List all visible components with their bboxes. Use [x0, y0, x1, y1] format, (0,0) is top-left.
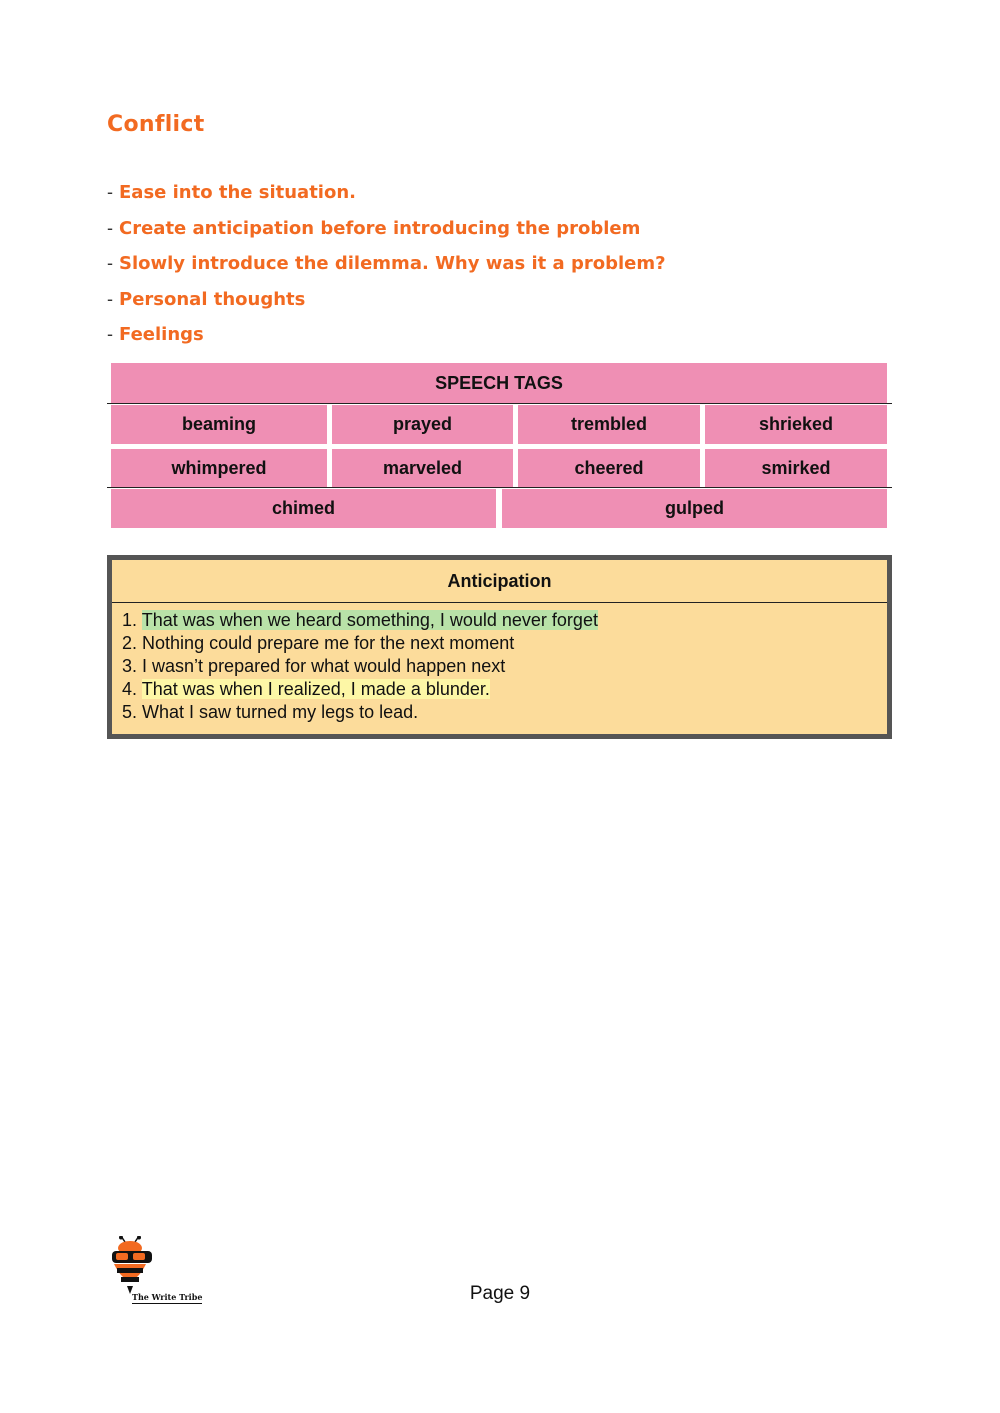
speech-tag-cell: gulped [502, 489, 887, 528]
bullet-item: - Slowly introduce the dilemma. Why was it a problem? [107, 253, 666, 274]
bullet-item: - Personal thoughts [107, 288, 306, 310]
bullet-item: - Create anticipation before introducing the problem [107, 217, 641, 239]
bullet-item: - Feelings [107, 324, 204, 345]
page-heading: Conflict [107, 112, 205, 137]
list-item: 3. I wasn’t prepared for what would happen next [122, 656, 506, 676]
anticipation-title: Anticipation [112, 560, 887, 603]
list-item: 4. That was when I realized, I made a blunder. [122, 679, 490, 699]
anticipation-list [112, 603, 887, 724]
list-item: 2. Nothing could prepare me for the next moment [122, 633, 515, 653]
speech-tag-cell: prayed [332, 405, 513, 444]
speech-tag-cell: shrieked [705, 405, 887, 444]
list-item: 5. What I saw turned my legs to lead. [122, 702, 419, 722]
page-number: Page 9 [469, 1283, 531, 1304]
divider [107, 487, 892, 488]
anticipation-box [107, 555, 892, 739]
speech-tag-cell: trembled [518, 405, 700, 444]
speech-tag-cell: smirked [705, 449, 887, 487]
speech-tag-cell: chimed [111, 489, 496, 528]
logo-text: The Write Tribe [132, 1292, 203, 1302]
divider [107, 403, 892, 404]
speech-tag-cell: marveled [332, 449, 513, 487]
bullet-item: - Ease into the situation. [107, 182, 356, 203]
speech-tag-cell: whimpered [111, 449, 327, 487]
speech-tag-cell: beaming [111, 405, 327, 444]
list-item: 1. That was when we heard something, I would never forget [122, 610, 598, 630]
speech-tags-title: SPEECH TAGS [111, 363, 887, 403]
conflict-bullet-list [107, 178, 666, 356]
speech-tag-cell: cheered [518, 449, 700, 487]
